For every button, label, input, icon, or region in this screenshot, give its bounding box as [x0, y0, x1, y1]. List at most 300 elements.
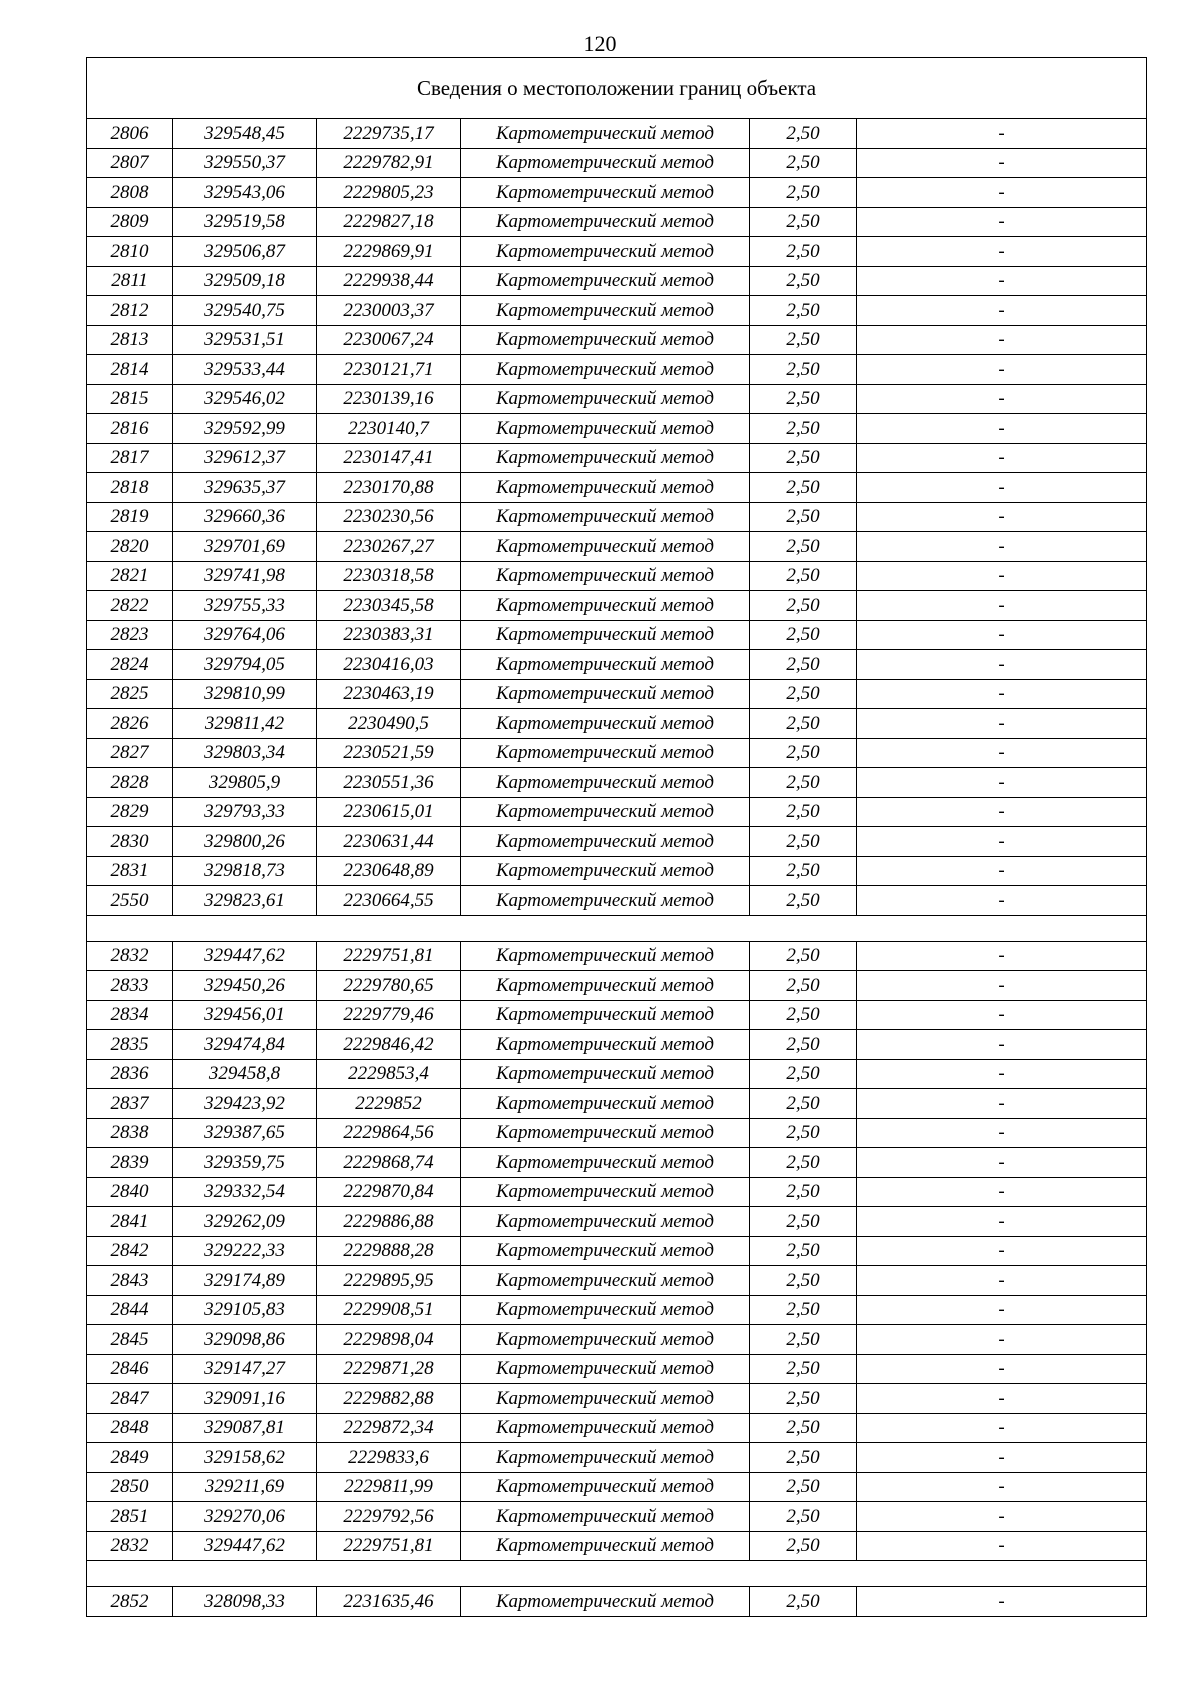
x-coordinate-cell: 329818,73: [173, 856, 317, 886]
table-row: [87, 709, 1147, 739]
method-cell: Картометрический метод: [461, 709, 750, 739]
description-cell: -: [857, 1443, 1147, 1473]
method-cell: Картометрический метод: [461, 148, 750, 178]
x-coordinate-cell: 329701,69: [173, 532, 317, 562]
point-number-cell: 2826: [87, 709, 173, 739]
accuracy-cell: 2,50: [750, 296, 857, 326]
y-coordinate-cell: 2229735,17: [317, 119, 461, 149]
method-cell: Картометрический метод: [461, 532, 750, 562]
description-cell: -: [857, 856, 1147, 886]
table-row: [87, 325, 1147, 355]
y-coordinate-cell: 2229872,34: [317, 1413, 461, 1443]
x-coordinate-cell: 329810,99: [173, 679, 317, 709]
accuracy-cell: 2,50: [750, 414, 857, 444]
description-cell: -: [857, 738, 1147, 768]
y-coordinate-cell: 2229871,28: [317, 1354, 461, 1384]
method-cell: Картометрический метод: [461, 1177, 750, 1207]
y-coordinate-cell: 2229780,65: [317, 971, 461, 1001]
y-coordinate-cell: 2229868,74: [317, 1148, 461, 1178]
table-row: [87, 1236, 1147, 1266]
y-coordinate-cell: 2230463,19: [317, 679, 461, 709]
x-coordinate-cell: 329519,58: [173, 207, 317, 237]
table-row: [87, 886, 1147, 916]
method-cell: Картометрический метод: [461, 414, 750, 444]
x-coordinate-cell: 329447,62: [173, 1531, 317, 1561]
section-separator-cell: [87, 1561, 1147, 1587]
x-coordinate-cell: 329270,06: [173, 1502, 317, 1532]
method-cell: Картометрический метод: [461, 355, 750, 385]
description-cell: -: [857, 620, 1147, 650]
page-number: 120: [583, 31, 617, 56]
description-cell: -: [857, 1531, 1147, 1561]
y-coordinate-cell: 2230345,58: [317, 591, 461, 621]
table-row: [87, 591, 1147, 621]
y-coordinate-cell: 2229870,84: [317, 1177, 461, 1207]
description-cell: -: [857, 768, 1147, 798]
y-coordinate-cell: 2230140,7: [317, 414, 461, 444]
description-cell: -: [857, 384, 1147, 414]
description-cell: -: [857, 119, 1147, 149]
table-row: [87, 650, 1147, 680]
method-cell: Картометрический метод: [461, 827, 750, 857]
method-cell: Картометрический метод: [461, 296, 750, 326]
table-row: [87, 414, 1147, 444]
point-number-cell: 2845: [87, 1325, 173, 1355]
x-coordinate-cell: 329592,99: [173, 414, 317, 444]
point-number-cell: 2828: [87, 768, 173, 798]
x-coordinate-cell: 329794,05: [173, 650, 317, 680]
method-cell: Картометрический метод: [461, 1413, 750, 1443]
point-number-cell: 2844: [87, 1295, 173, 1325]
table-row: [87, 1354, 1147, 1384]
method-cell: Картометрический метод: [461, 1587, 750, 1617]
point-number-cell: 2847: [87, 1384, 173, 1414]
y-coordinate-cell: 2230631,44: [317, 827, 461, 857]
x-coordinate-cell: 329533,44: [173, 355, 317, 385]
x-coordinate-cell: 329548,45: [173, 119, 317, 149]
y-coordinate-cell: 2230230,56: [317, 502, 461, 532]
x-coordinate-cell: 329105,83: [173, 1295, 317, 1325]
x-coordinate-cell: 329158,62: [173, 1443, 317, 1473]
y-coordinate-cell: 2229833,6: [317, 1443, 461, 1473]
description-cell: -: [857, 1236, 1147, 1266]
y-coordinate-cell: 2230121,71: [317, 355, 461, 385]
method-cell: Картометрический метод: [461, 941, 750, 971]
table-row: [87, 1472, 1147, 1502]
description-cell: -: [857, 1089, 1147, 1119]
section-separator-row: [87, 1561, 1147, 1587]
accuracy-cell: 2,50: [750, 1000, 857, 1030]
method-cell: Картометрический метод: [461, 561, 750, 591]
description-cell: -: [857, 1354, 1147, 1384]
x-coordinate-cell: 329660,36: [173, 502, 317, 532]
table-row: [87, 119, 1147, 149]
table-row: [87, 1413, 1147, 1443]
description-cell: -: [857, 679, 1147, 709]
description-cell: -: [857, 207, 1147, 237]
y-coordinate-cell: 2229869,91: [317, 237, 461, 267]
table-row: [87, 1148, 1147, 1178]
method-cell: Картометрический метод: [461, 325, 750, 355]
accuracy-cell: 2,50: [750, 148, 857, 178]
point-number-cell: 2825: [87, 679, 173, 709]
accuracy-cell: 2,50: [750, 1472, 857, 1502]
accuracy-cell: 2,50: [750, 325, 857, 355]
x-coordinate-cell: 329803,34: [173, 738, 317, 768]
accuracy-cell: 2,50: [750, 886, 857, 916]
accuracy-cell: 2,50: [750, 1059, 857, 1089]
x-coordinate-cell: 329087,81: [173, 1413, 317, 1443]
table-row: [87, 561, 1147, 591]
description-cell: -: [857, 1177, 1147, 1207]
description-cell: -: [857, 1472, 1147, 1502]
point-number-cell: 2808: [87, 178, 173, 208]
description-cell: -: [857, 178, 1147, 208]
point-number-cell: 2816: [87, 414, 173, 444]
method-cell: Картометрический метод: [461, 119, 750, 149]
y-coordinate-cell: 2229853,4: [317, 1059, 461, 1089]
x-coordinate-cell: 329458,8: [173, 1059, 317, 1089]
table-title: Сведения о местоположении границ объекта: [87, 58, 1147, 119]
accuracy-cell: 2,50: [750, 207, 857, 237]
table-row: [87, 502, 1147, 532]
y-coordinate-cell: 2230147,41: [317, 443, 461, 473]
y-coordinate-cell: 2230139,16: [317, 384, 461, 414]
x-coordinate-cell: 329805,9: [173, 768, 317, 798]
description-cell: -: [857, 443, 1147, 473]
description-cell: -: [857, 561, 1147, 591]
table-row: [87, 620, 1147, 650]
point-number-cell: 2849: [87, 1443, 173, 1473]
accuracy-cell: 2,50: [750, 827, 857, 857]
y-coordinate-cell: 2229888,28: [317, 1236, 461, 1266]
x-coordinate-cell: 329222,33: [173, 1236, 317, 1266]
x-coordinate-cell: 329447,62: [173, 941, 317, 971]
y-coordinate-cell: 2230003,37: [317, 296, 461, 326]
method-cell: Картометрический метод: [461, 1325, 750, 1355]
point-number-cell: 2833: [87, 971, 173, 1001]
method-cell: Картометрический метод: [461, 856, 750, 886]
description-cell: -: [857, 1502, 1147, 1532]
method-cell: Картометрический метод: [461, 473, 750, 503]
y-coordinate-cell: 2229886,88: [317, 1207, 461, 1237]
y-coordinate-cell: 2229811,99: [317, 1472, 461, 1502]
accuracy-cell: 2,50: [750, 1587, 857, 1617]
method-cell: Картометрический метод: [461, 971, 750, 1001]
x-coordinate-cell: 329456,01: [173, 1000, 317, 1030]
y-coordinate-cell: 2230664,55: [317, 886, 461, 916]
method-cell: Картометрический метод: [461, 620, 750, 650]
table-row: [87, 1587, 1147, 1617]
y-coordinate-cell: 2230318,58: [317, 561, 461, 591]
method-cell: Картометрический метод: [461, 797, 750, 827]
description-cell: -: [857, 296, 1147, 326]
accuracy-cell: 2,50: [750, 1266, 857, 1296]
method-cell: Картометрический метод: [461, 207, 750, 237]
point-number-cell: 2819: [87, 502, 173, 532]
point-number-cell: 2830: [87, 827, 173, 857]
description-cell: -: [857, 1325, 1147, 1355]
x-coordinate-cell: 329823,61: [173, 886, 317, 916]
table-row: [87, 443, 1147, 473]
y-coordinate-cell: 2229895,95: [317, 1266, 461, 1296]
table-row: [87, 1443, 1147, 1473]
point-number-cell: 2814: [87, 355, 173, 385]
accuracy-cell: 2,50: [750, 620, 857, 650]
table-row: [87, 207, 1147, 237]
point-number-cell: 2810: [87, 237, 173, 267]
y-coordinate-cell: 2229908,51: [317, 1295, 461, 1325]
y-coordinate-cell: 2229882,88: [317, 1384, 461, 1414]
description-cell: -: [857, 1266, 1147, 1296]
point-number-cell: 2848: [87, 1413, 173, 1443]
method-cell: Картометрический метод: [461, 1354, 750, 1384]
point-number-cell: 2837: [87, 1089, 173, 1119]
x-coordinate-cell: 329540,75: [173, 296, 317, 326]
table-row: [87, 971, 1147, 1001]
point-number-cell: 2850: [87, 1472, 173, 1502]
y-coordinate-cell: 2229792,56: [317, 1502, 461, 1532]
point-number-cell: 2813: [87, 325, 173, 355]
table-row: [87, 768, 1147, 798]
y-coordinate-cell: 2230551,36: [317, 768, 461, 798]
table-row: [87, 1384, 1147, 1414]
x-coordinate-cell: 329531,51: [173, 325, 317, 355]
accuracy-cell: 2,50: [750, 1118, 857, 1148]
accuracy-cell: 2,50: [750, 1325, 857, 1355]
point-number-cell: 2815: [87, 384, 173, 414]
y-coordinate-cell: 2229779,46: [317, 1000, 461, 1030]
x-coordinate-cell: 329423,92: [173, 1089, 317, 1119]
table-row: [87, 1059, 1147, 1089]
table-row: [87, 1089, 1147, 1119]
method-cell: Картометрический метод: [461, 650, 750, 680]
table-row: [87, 1000, 1147, 1030]
point-number-cell: 2832: [87, 941, 173, 971]
method-cell: Картометрический метод: [461, 1531, 750, 1561]
accuracy-cell: 2,50: [750, 532, 857, 562]
x-coordinate-cell: 329635,37: [173, 473, 317, 503]
x-coordinate-cell: 329387,65: [173, 1118, 317, 1148]
x-coordinate-cell: 329612,37: [173, 443, 317, 473]
y-coordinate-cell: 2230521,59: [317, 738, 461, 768]
accuracy-cell: 2,50: [750, 1295, 857, 1325]
point-number-cell: 2824: [87, 650, 173, 680]
table-row: [87, 1266, 1147, 1296]
accuracy-cell: 2,50: [750, 384, 857, 414]
table-row: [87, 532, 1147, 562]
method-cell: Картометрический метод: [461, 1089, 750, 1119]
accuracy-cell: 2,50: [750, 1089, 857, 1119]
point-number-cell: 2846: [87, 1354, 173, 1384]
method-cell: Картометрический метод: [461, 266, 750, 296]
method-cell: Картометрический метод: [461, 237, 750, 267]
accuracy-cell: 2,50: [750, 1177, 857, 1207]
description-cell: -: [857, 355, 1147, 385]
method-cell: Картометрический метод: [461, 679, 750, 709]
x-coordinate-cell: 329793,33: [173, 797, 317, 827]
method-cell: Картометрический метод: [461, 1059, 750, 1089]
point-number-cell: 2842: [87, 1236, 173, 1266]
section-separator-row: [87, 915, 1147, 941]
y-coordinate-cell: 2230267,27: [317, 532, 461, 562]
accuracy-cell: 2,50: [750, 473, 857, 503]
table-row: [87, 237, 1147, 267]
y-coordinate-cell: 2229846,42: [317, 1030, 461, 1060]
table-row: [87, 1325, 1147, 1355]
accuracy-cell: 2,50: [750, 1207, 857, 1237]
accuracy-cell: 2,50: [750, 237, 857, 267]
accuracy-cell: 2,50: [750, 502, 857, 532]
y-coordinate-cell: 2231635,46: [317, 1587, 461, 1617]
accuracy-cell: 2,50: [750, 1413, 857, 1443]
point-number-cell: 2821: [87, 561, 173, 591]
method-cell: Картометрический метод: [461, 443, 750, 473]
description-cell: -: [857, 650, 1147, 680]
y-coordinate-cell: 2230383,31: [317, 620, 461, 650]
method-cell: Картометрический метод: [461, 1207, 750, 1237]
table-row: [87, 827, 1147, 857]
accuracy-cell: 2,50: [750, 591, 857, 621]
x-coordinate-cell: 329091,16: [173, 1384, 317, 1414]
point-number-cell: 2843: [87, 1266, 173, 1296]
accuracy-cell: 2,50: [750, 941, 857, 971]
accuracy-cell: 2,50: [750, 1354, 857, 1384]
point-number-cell: 2550: [87, 886, 173, 916]
point-number-cell: 2806: [87, 119, 173, 149]
y-coordinate-cell: 2229852: [317, 1089, 461, 1119]
table-row: [87, 296, 1147, 326]
x-coordinate-cell: 329359,75: [173, 1148, 317, 1178]
x-coordinate-cell: 329147,27: [173, 1354, 317, 1384]
accuracy-cell: 2,50: [750, 1502, 857, 1532]
description-cell: -: [857, 1059, 1147, 1089]
method-cell: Картометрический метод: [461, 1443, 750, 1473]
x-coordinate-cell: 329546,02: [173, 384, 317, 414]
x-coordinate-cell: 329174,89: [173, 1266, 317, 1296]
method-cell: Картометрический метод: [461, 1148, 750, 1178]
table-row: [87, 1502, 1147, 1532]
point-number-cell: 2822: [87, 591, 173, 621]
point-number-cell: 2817: [87, 443, 173, 473]
table-row: [87, 1295, 1147, 1325]
description-cell: -: [857, 532, 1147, 562]
x-coordinate-cell: 329800,26: [173, 827, 317, 857]
point-number-cell: 2823: [87, 620, 173, 650]
accuracy-cell: 2,50: [750, 856, 857, 886]
point-number-cell: 2818: [87, 473, 173, 503]
table-row: [87, 148, 1147, 178]
table-row: [87, 1207, 1147, 1237]
point-number-cell: 2811: [87, 266, 173, 296]
y-coordinate-cell: 2230648,89: [317, 856, 461, 886]
point-number-cell: 2807: [87, 148, 173, 178]
description-cell: -: [857, 325, 1147, 355]
accuracy-cell: 2,50: [750, 971, 857, 1001]
method-cell: Картометрический метод: [461, 1472, 750, 1502]
description-cell: -: [857, 1030, 1147, 1060]
x-coordinate-cell: 329509,18: [173, 266, 317, 296]
description-cell: -: [857, 473, 1147, 503]
accuracy-cell: 2,50: [750, 1384, 857, 1414]
method-cell: Картометрический метод: [461, 1000, 750, 1030]
description-cell: -: [857, 1148, 1147, 1178]
x-coordinate-cell: 329764,06: [173, 620, 317, 650]
boundary-coordinates-table: [86, 57, 1147, 1617]
method-cell: Картометрический метод: [461, 738, 750, 768]
description-cell: -: [857, 1413, 1147, 1443]
accuracy-cell: 2,50: [750, 1443, 857, 1473]
y-coordinate-cell: 2229751,81: [317, 1531, 461, 1561]
accuracy-cell: 2,50: [750, 738, 857, 768]
y-coordinate-cell: 2230067,24: [317, 325, 461, 355]
point-number-cell: 2838: [87, 1118, 173, 1148]
x-coordinate-cell: 329741,98: [173, 561, 317, 591]
point-number-cell: 2840: [87, 1177, 173, 1207]
y-coordinate-cell: 2229864,56: [317, 1118, 461, 1148]
x-coordinate-cell: 329332,54: [173, 1177, 317, 1207]
method-cell: Картометрический метод: [461, 1118, 750, 1148]
section-separator-cell: [87, 915, 1147, 941]
table-row: [87, 384, 1147, 414]
x-coordinate-cell: 329550,37: [173, 148, 317, 178]
description-cell: -: [857, 1587, 1147, 1617]
x-coordinate-cell: 329543,06: [173, 178, 317, 208]
y-coordinate-cell: 2229751,81: [317, 941, 461, 971]
method-cell: Картометрический метод: [461, 1502, 750, 1532]
point-number-cell: 2827: [87, 738, 173, 768]
x-coordinate-cell: 329262,09: [173, 1207, 317, 1237]
y-coordinate-cell: 2229782,91: [317, 148, 461, 178]
accuracy-cell: 2,50: [750, 768, 857, 798]
accuracy-cell: 2,50: [750, 443, 857, 473]
point-number-cell: 2852: [87, 1587, 173, 1617]
table-row: [87, 1177, 1147, 1207]
table-row: [87, 797, 1147, 827]
description-cell: -: [857, 1000, 1147, 1030]
table-row: [87, 679, 1147, 709]
method-cell: Картометрический метод: [461, 502, 750, 532]
method-cell: Картометрический метод: [461, 591, 750, 621]
point-number-cell: 2835: [87, 1030, 173, 1060]
description-cell: -: [857, 414, 1147, 444]
table-row: [87, 856, 1147, 886]
accuracy-cell: 2,50: [750, 355, 857, 385]
point-number-cell: 2829: [87, 797, 173, 827]
table-title-row: [87, 58, 1147, 119]
method-cell: Картометрический метод: [461, 1030, 750, 1060]
point-number-cell: 2812: [87, 296, 173, 326]
accuracy-cell: 2,50: [750, 1236, 857, 1266]
description-cell: -: [857, 797, 1147, 827]
description-cell: -: [857, 1295, 1147, 1325]
point-number-cell: 2834: [87, 1000, 173, 1030]
description-cell: -: [857, 886, 1147, 916]
point-number-cell: 2851: [87, 1502, 173, 1532]
y-coordinate-cell: 2230416,03: [317, 650, 461, 680]
accuracy-cell: 2,50: [750, 679, 857, 709]
method-cell: Картометрический метод: [461, 1384, 750, 1414]
y-coordinate-cell: 2229827,18: [317, 207, 461, 237]
table-row: [87, 355, 1147, 385]
point-number-cell: 2809: [87, 207, 173, 237]
x-coordinate-cell: 329098,86: [173, 1325, 317, 1355]
accuracy-cell: 2,50: [750, 266, 857, 296]
y-coordinate-cell: 2229898,04: [317, 1325, 461, 1355]
description-cell: -: [857, 502, 1147, 532]
table-row: [87, 1531, 1147, 1561]
description-cell: -: [857, 1118, 1147, 1148]
